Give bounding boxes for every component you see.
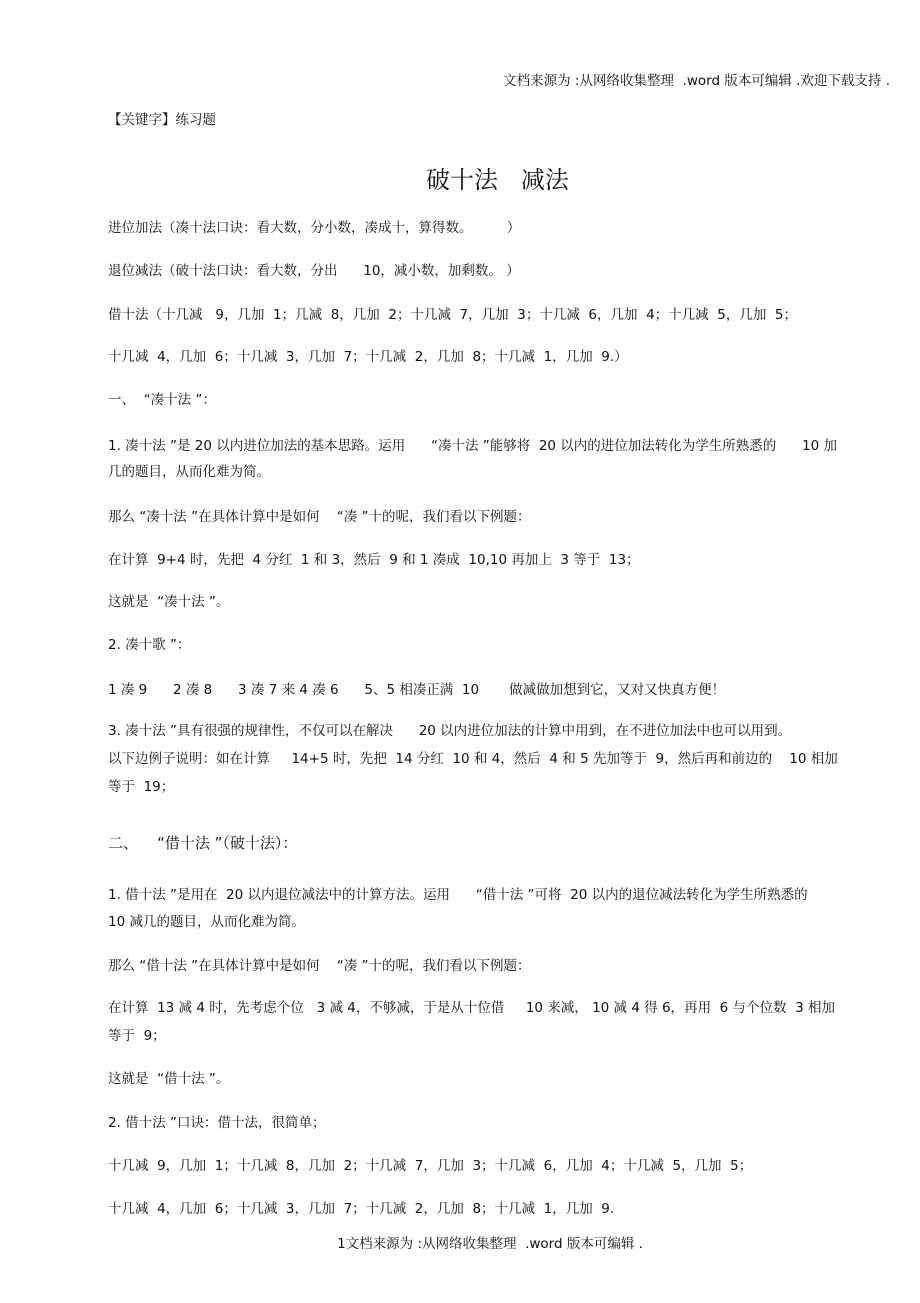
text-line: 借十法（十几减 9，几加 1；几减 8，几加 2；十几减 7，几加 3；十几减 6，几加 4；十几减 5，几加 5； (108, 307, 798, 323)
text-line: 十几减 9，几加 1；十几减 8，几加 2；十几减 7，几加 3；十几减 6，几加 4；十几减 5，几加 5； (108, 1158, 753, 1174)
text-line: 进位加法（凑十法口诀：看大数，分小数，凑成十，算得数。 ） (108, 220, 521, 236)
text-line: 2. 借十法 ”口诀：借十法，很简单； (108, 1115, 326, 1131)
section-heading: 二、 “借十法 ”（破十法）： (108, 834, 298, 852)
text-line: 退位减法（破十法口诀：看大数，分出 10，减小数，加剩数。 ） (108, 263, 520, 279)
text-line: 1 凑 9 2 凑 8 3 凑 7 来 4 凑 6 5、5 相凑正满 10 做减做加想到它，又对又快真方便！ (108, 682, 726, 698)
text-line: 十几减 4，几加 6；十几减 3，几加 7；十几减 2，几加 8；十几减 1，几加 9.） (108, 349, 628, 365)
text-line: 十几减 4，几加 6；十几减 3，几加 7；十几减 2，几加 8；十几减 1，几加 9. (108, 1201, 615, 1217)
text-line: 几的题目，从而化难为简。 (108, 464, 270, 480)
text-line: 10 减几的题目，从而化难为简。 (108, 914, 305, 930)
text-line: 在计算 9+4 时，先把 4 分红 1 和 3，然后 9 和 1 凑成 10,10 再加上 3 等于 13； (108, 552, 640, 568)
text-line: 以下边例子说明：如在计算 14+5 时，先把 14 分红 10 和 4，然后 4 和 5 先加等于 9，然后再和前边的 10 相加 (108, 751, 838, 767)
text-line: 1. 借十法 ”是用在 20 以内退位减法中的计算方法。运用 “借十法 ”可将 20 以内的退位减法转化为学生所熟悉的 (108, 887, 808, 903)
document-title: 破十法 减法 (426, 166, 569, 194)
text-line: 等于 9； (108, 1028, 166, 1044)
text-line: 等于 19； (108, 779, 175, 795)
page-header: 文档来源为 :从网络收集整理 .word 版本可编辑 .欢迎下载支持 . (503, 73, 890, 89)
text-line: 在计算 13 减 4 时，先考虑个位 3 减 4，不够减，于是从十位借 10 来减， 10 减 4 得 6，再用 6 与个位数 3 相加 (108, 1000, 836, 1016)
text-line: 2. 凑十歌 ”： (108, 637, 191, 653)
keywords: 【关键字】练习题 (108, 112, 216, 128)
text-line: 3. 凑十法 ”具有很强的规律性，不仅可以在解决 20 以内进位加法的计算中用到，在不进位加法中也可以用到。 (108, 723, 792, 739)
text-line: 1. 凑十法 ”是 20 以内进位加法的基本思路。运用 “凑十法 ”能够将 20 以内的进位加法转化为学生所熟悉的 10 加 (108, 438, 838, 454)
text-line: 这就是 “借十法 ”。 (108, 1071, 230, 1087)
page-footer: 1文档来源为 :从网络收集整理 .word 版本可编辑 . (337, 1236, 643, 1252)
text-line: 这就是 “凑十法 ”。 (108, 594, 230, 610)
text-line: 那么 “借十法 ”在具体计算中是如何 “凑 ”十的呢，我们看以下例题： (108, 958, 531, 974)
section-heading: 一、 “凑十法 ”： (108, 392, 216, 408)
text-line: 那么 “凑十法 ”在具体计算中是如何 “凑 ”十的呢，我们看以下例题： (108, 509, 531, 525)
